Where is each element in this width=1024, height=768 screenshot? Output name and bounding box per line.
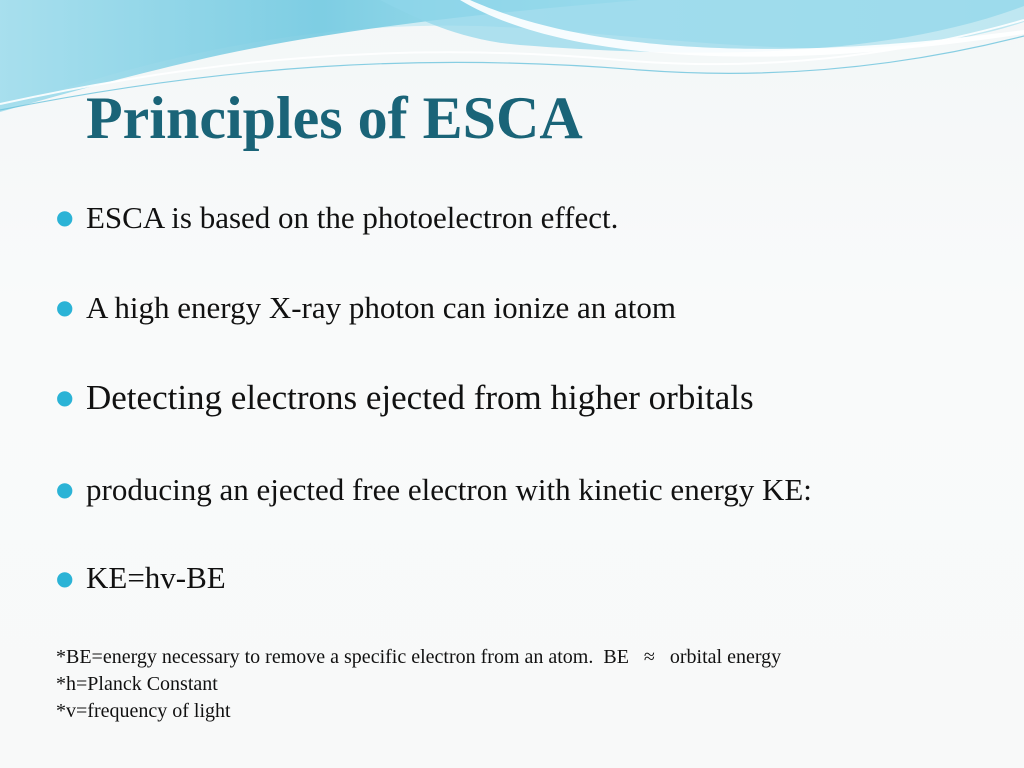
bullet-text: KE=hv-BE — [86, 560, 226, 595]
bullet-text: ESCA is based on the photoelectron effect. — [86, 200, 619, 235]
footnote-v: *v=frequency of light — [56, 700, 231, 722]
footnote-h: *h=Planck Constant — [56, 673, 218, 695]
bullet-icon: ● — [56, 295, 74, 319]
bullet-icon: ● — [56, 205, 74, 229]
bullet-text: producing an ejected free electron with kinetic energy KE: — [86, 472, 812, 507]
slide-title: Principles of ESCA — [86, 85, 583, 151]
bullet-text: Detecting electrons ejected from higher orbitals — [86, 378, 754, 417]
bullet-icon: ● — [56, 566, 74, 590]
bullet-icon: ● — [56, 385, 74, 409]
bullet-text: A high energy X-ray photon can ionize an atom — [86, 290, 676, 325]
footnote-be: *BE=energy necessary to remove a specific electron from an atom. BE ≈ orbital energy — [56, 646, 782, 668]
footnotes — [56, 644, 781, 725]
bullet-icon: ● — [56, 477, 74, 501]
